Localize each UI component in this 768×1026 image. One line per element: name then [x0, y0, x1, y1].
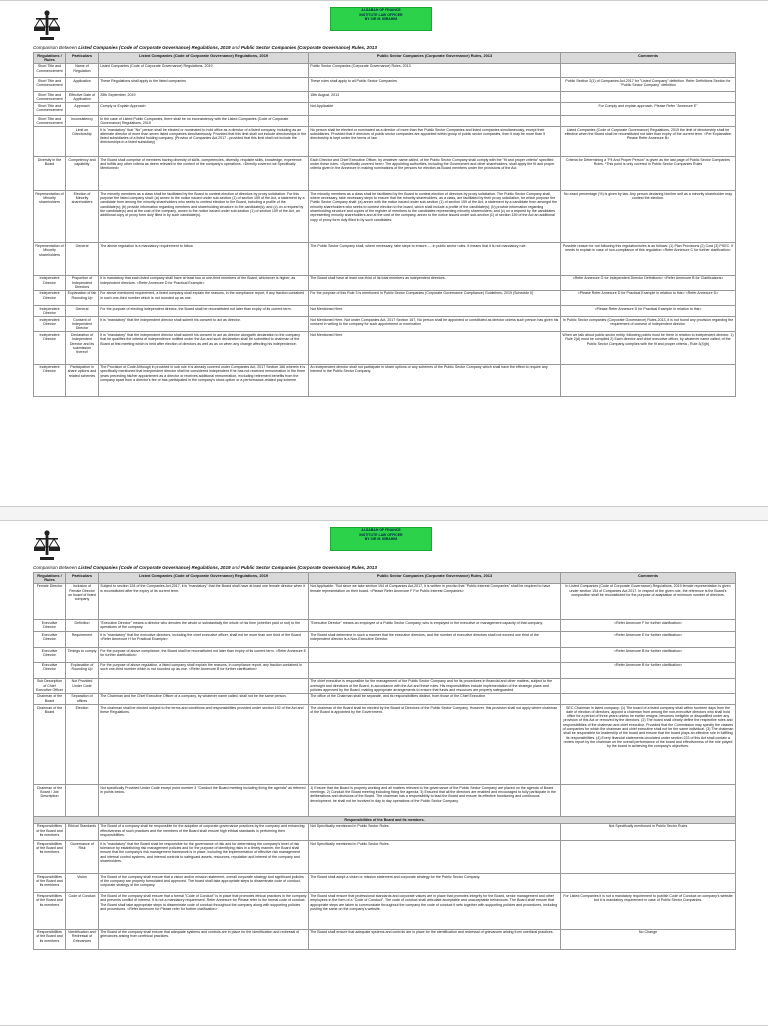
- badge-line: Al-SABAH OF FINANCE: [361, 528, 401, 532]
- cell-comments: [561, 63, 736, 77]
- comparison-public: Public Sector Companies (Corporate Governance) Rules, 2013: [240, 565, 377, 570]
- cell-listed: The Board of the company shall ensure that adequate systems and controls are in place for the identification and redressal of grievances arising from unethical practices.: [99, 929, 309, 949]
- comparison-table-page-2: [33, 572, 736, 950]
- scales-logo-icon: [33, 529, 61, 563]
- cell-particulars: Name of Regulation: [66, 63, 99, 77]
- cell-public: Not Specifically mentioned in Public Sector Rules: [309, 823, 561, 840]
- cell-regulation: Short Title and Commencement: [34, 63, 66, 77]
- cell-comments: In Public Sector companies (Corporate Governance) Rules,2013, it is not found any provision regarding the requirement of consent of independent director.: [561, 317, 736, 332]
- cell-public: "Executive Director" means an employee of a Public Sector Company, who is employed in the executive or management capacity of that company.: [309, 619, 561, 631]
- comparison-public: Public Sector Companies (Corporate Governance) Rules, 2013: [240, 45, 377, 50]
- cell-comments: No Change: [561, 929, 736, 949]
- comparison-prefix: Comparison Between: [33, 565, 79, 570]
- table-row: [34, 874, 736, 893]
- cell-public: An independent director shall not participate in share options or any schemes of the Public Sector Company which shall have the effect to require any interest in the Public Sector Company.: [309, 364, 561, 396]
- col-header-particulars: Particulars: [66, 573, 99, 584]
- cell-comments: Listed Companies (Code of Corporate Governance) Regulations, 2019 the limit of directorship shall be effective when the Board shall be reconstituted not later than expiry of the current term. <Per Explanation Please Refer Annexure B>: [561, 126, 736, 156]
- table-row: [34, 157, 736, 191]
- cell-comments: For Listed Companies it is not a mandatory requirement to publish Code of Conduct on company's website but it is mandatory requirement in case of Public Sector Companies.: [561, 893, 736, 929]
- table-row: [34, 63, 736, 77]
- cell-regulation: Independent Director: [34, 275, 66, 290]
- cell-particulars: Proportion of Independent Directors: [66, 275, 99, 290]
- cell-particulars: Explanation of fair Rounding Up: [66, 290, 99, 305]
- badge-line: INSTITUTE LAW OFFICER: [359, 532, 403, 537]
- cell-regulation: Responsibilities of the Board and its members: [34, 841, 66, 874]
- cell-listed: The Board of a company shall be responsible for the adoption of corporate governance practices by the company and enhancing effectiveness of such practices and the members of the Board shall ensure high ethical standards in performing their responsibilities.: [99, 823, 309, 840]
- cell-listed: It is "mandatory" that the executive directors, including the chief executive officer, shall not be more than one third of the Board <Refer Annexure H for Practical Example>: [99, 632, 309, 648]
- cell-comments: No exact percentage (%) is given by law. Any person declaring him/her self as a minority shareholder may contest the election.: [561, 191, 736, 243]
- cell-regulation: Independent Director: [34, 290, 66, 305]
- cell-public: 1) Ensure that the Board is properly working and all matters relevant to the governance of the Public Sector Company are placed on the agenda of Board meetings. 2) Conduct the Board meeting including fixing the agenda. 3) Ensured that all the directors are enabled and encouraged to fully participate in the deliberations and decisions of the Board. The chairman has a responsibility to lead the Board and ensure its effective functioning and continuous development, he shall not be involved in day to day operations of the Public Sector Company.: [309, 785, 561, 817]
- cell-listed: For the purpose of above compliance, the Board shall be reconstituted not later than expiry of its current term. <Refer Annexure E for further clarification>: [99, 648, 309, 662]
- col-header-comments: Comments: [561, 573, 736, 584]
- cell-public: The Board shall have at least one-third of its total members as independent directors.: [309, 275, 561, 290]
- cell-regulation: Executive Director: [34, 662, 66, 678]
- col-header-listed: Listed Companies (Code of Corporate Governance) Regulations, 2019: [99, 573, 309, 584]
- col-header-public: Public Sector Companies (Corporate Governance) Rules, 2013: [309, 53, 561, 64]
- cell-comments: SEC Chairman in listed company: (1) The board of a listed company shall within fourteen days from the date of election of directors, appoint a chairman from among the non-executive directors who shall hold office for a period of three years unless he earlier resigns, becomes ineligible or disqualified under any provision of this Act or removed by the directors. (2) The board shall clearly define the respective roles and responsibilities of the chairman and chief executive. Provided that the Commission may specify the classes of companies for which the chairman and chief executive shall not be the same individual. (3) The chairman shall be responsible for leadership of the board and ensure that the board plays an effective role in fulfilling its responsibilities. (4) Every financial statements circulated under section 223 of this Act shall contain a review report by the chairman on the overall performance of the board and effectiveness of the role played by the board in achieving the company's objectives.: [561, 704, 736, 784]
- table-row: [34, 823, 736, 840]
- cell-comments: [561, 841, 736, 874]
- cell-comments: [561, 874, 736, 893]
- cell-public: [309, 116, 561, 127]
- cell-particulars: Election: [66, 704, 99, 784]
- table-row: [34, 785, 736, 817]
- table-header-row: [34, 573, 736, 584]
- cell-regulation: Representation of Minority shareholders: [34, 243, 66, 275]
- cell-public: The Board shall ensure that adequate systems and controls are in place for the identification and redressal of grievances arising from unethical practices.: [309, 929, 561, 949]
- cell-listed: Subject to section 154 of the Companies Act,2017, it is "mandatory" that the Board shall have at least one female director when it is reconstituted after the expiry of its current term.: [99, 583, 309, 619]
- cell-listed: It is "mandatory" that the Board shall be responsible for the governance of risk and for determining the company's level of risk tolerance by establishing risk management policies and for the purpose of identifying risks in a timely manner, the Board shall ensure that the company's risk management framework is in place, including the implementation of effective risk management and internal control systems, and internal controls to safeguard assets, resources, reputation and interest of the company and shareholders.: [99, 841, 309, 874]
- cell-comments: [561, 678, 736, 693]
- badge-line: Al-SABAH OF FINANCE: [361, 8, 401, 12]
- cell-regulation: Chairman of the Board: [34, 704, 66, 784]
- cell-regulation: Independent Director: [34, 364, 66, 396]
- cell-comments: <Refer Annexure G for Independent Director Definitions> <Refer Annexure B for Clarifications>: [561, 275, 736, 290]
- table-row: [34, 648, 736, 662]
- cell-public: Not Applicable. "But since we take section 154 of Companies Act,2017, it is written in proviso that "Public Interest Companies" shall be required to have female representation on their board. <Please Refer Annexure F For Public Interest Companies>: [309, 583, 561, 619]
- institute-badge: [330, 527, 432, 551]
- col-header-public: Public Sector Companies (Corporate Governance) Rules, 2013: [309, 573, 561, 584]
- cell-listed: The chairman shall be elected subject to the terms and conditions and responsibilities provided under section 192 of the Act and these Regulations.: [99, 704, 309, 784]
- cell-particulars: [66, 785, 99, 817]
- cell-public: The Public Sector Company shall, where necessary, take steps to ensure..... in public sector rules. It means that it is not mandatory rule.: [309, 243, 561, 275]
- badge-line: BY SIR M. IBRAHIM: [364, 17, 398, 21]
- cell-regulation: Chairman of the Board / Job Description: [34, 785, 66, 817]
- cell-particulars: Limit on Directorship: [66, 126, 99, 156]
- table-row: [34, 632, 736, 648]
- cell-particulars: Consent of Independent Director: [66, 317, 99, 332]
- cell-public: [309, 648, 561, 662]
- cell-regulation: Executive Director: [34, 632, 66, 648]
- cell-particulars: Definition: [66, 619, 99, 631]
- table-row: [34, 116, 736, 127]
- document-page-1: [0, 0, 768, 507]
- document-page-2: [0, 520, 768, 1026]
- cell-regulation: Female Director: [34, 583, 66, 619]
- col-header-regulations: Regulations / Rules: [34, 573, 66, 584]
- cell-regulation: Executive Director: [34, 619, 66, 631]
- cell-public: Not Mentioned Here: [309, 306, 561, 317]
- cell-comments: [561, 785, 736, 817]
- comparison-listed: Listed Companies (Code of Corporate Governance) Regulations, 2019: [78, 565, 231, 570]
- cell-public: The Board shall determine in such a manner that the executive directors, and the number of executive directors shall not exceed one third of the independent director is a Non-Executive Director.: [309, 632, 561, 648]
- badge-line: BY SIR M. IBRAHIM: [364, 537, 398, 541]
- cell-particulars: General: [66, 306, 99, 317]
- table-row: [34, 92, 736, 103]
- cell-listed: For above mentioned requirement, a listed company shall explain the reasons, in the compliance report, if any fraction contained in such one-third number which is not rounded up as one.: [99, 290, 309, 305]
- cell-particulars: Governance of Risk: [66, 841, 99, 874]
- table-header-row: [34, 53, 736, 64]
- comparison-listed: Listed Companies (Code of Corporate Governance) Regulations, 2019: [78, 45, 231, 50]
- cell-regulation: Representation of Minority shareholders: [34, 191, 66, 243]
- cell-particulars: Separation of offices: [66, 693, 99, 704]
- cell-particulars: Vision: [66, 874, 99, 893]
- table-row: [34, 364, 736, 396]
- cell-listed: Not specifically Provided Under Code except point number 3 "Conduct the Board meeting including fixing the agenda" as referred in points below.: [99, 785, 309, 817]
- cell-particulars: Application: [66, 77, 99, 91]
- table-row: [34, 317, 736, 332]
- cell-listed: 25th September, 2019: [99, 92, 309, 103]
- table-row: [34, 243, 736, 275]
- cell-particulars: Explanation of Rounding Up: [66, 662, 99, 678]
- cell-public: [309, 662, 561, 678]
- table-row: [34, 275, 736, 290]
- cell-comments: <Refer Annexure E for further clarification>: [561, 632, 736, 648]
- table-row: [34, 306, 736, 317]
- cell-public: Not Mentioned Here: [309, 332, 561, 364]
- col-header-particulars: Particulars: [66, 53, 99, 64]
- cell-particulars: Declaration of Independent Director and its submission thereof: [66, 332, 99, 364]
- cell-regulation: Sub Description of Chief Executive Officer: [34, 678, 66, 693]
- cell-particulars: Election of Minority shareholders: [66, 191, 99, 243]
- cell-listed: For the purpose of above regulation, a listed company shall explain the reasons, in compliance report, any fraction contained in such one-third number which is not rounded up as one. <Refer Annexure B for further clarification>: [99, 662, 309, 678]
- cell-comments: In Listed Companies (Code of Corporate Governance) Regulations, 2019 female representation is given under section 154 of Companies Act,2017. In respect of the given rule, the reference is the Board's composition shall be reconstituted for the purpose of adaptation of minimum number of directors.: [561, 583, 736, 619]
- cell-particulars: Participation in share options and related schemes: [66, 364, 99, 396]
- cell-comments: [561, 693, 736, 704]
- table-row: [34, 678, 736, 693]
- badge-line: INSTITUTE LAW OFFICER: [359, 12, 403, 17]
- table-row: [34, 693, 736, 704]
- cell-comments: Not Specifically mentioned in Public Sector Rules: [561, 823, 736, 840]
- cell-public: No person shall be elected or nominated as a director of more than five Public Sector Companies and listed companies simultaneously, except their subsidiaries. Provided that if directors of public sector companies are appointed within group of public sector companies, then it may be more than 5 directorship is kept under the terms of law.: [309, 126, 561, 156]
- cell-listed: Comply or Explain Approach: [99, 102, 309, 115]
- cell-regulation: Chairman of the Board: [34, 693, 66, 704]
- comparison-prefix: Comparison Between: [33, 45, 79, 50]
- cell-listed: It is mandatory that each listed company shall have at least two or one-third members of the Board, whichever is higher, as independent directors. <Refer Annexure D for Practical Example>: [99, 275, 309, 290]
- table-row: [34, 332, 736, 364]
- cell-listed: In the case of Listed Public Companies, there shall be no inconsistency with the Listed Companies (Code of Corporate Governance) Regulations, 2019: [99, 116, 309, 127]
- cell-particulars: Inconsistency: [66, 116, 99, 127]
- cell-particulars: Timings to comply: [66, 648, 99, 662]
- cell-regulation: Responsibilities of the Board and its members: [34, 893, 66, 929]
- table-row: [34, 583, 736, 619]
- comparison-title: [33, 45, 377, 50]
- cell-public: Not Applicable: [309, 102, 561, 115]
- cell-particulars: Competency and capability: [66, 157, 99, 191]
- cell-listed: Listed Companies (Code of Corporate Governance) Regulations, 2019: [99, 63, 309, 77]
- cell-public: For the purpose of this Rule 3 is mentioned in Public Sector Companies (Corporate Governance Compliance) Guidelines, 2019 (Schedule II): [309, 290, 561, 305]
- cell-public: Public Sector Companies (Corporate Governance) Rules, 2013: [309, 63, 561, 77]
- cell-particulars: Not Provided Under Code: [66, 678, 99, 693]
- cell-listed: The Chairman and the Chief Executive Officer of a company, by whatever name called, shall not be the same person.: [99, 693, 309, 704]
- table-row: [34, 662, 736, 678]
- cell-public: These rules shall apply to all Public Sector Companies: [309, 77, 561, 91]
- cell-listed: The Board shall comprise of members having diversity of skills, competencies, diversity, requisite skills, knowledge, experience and fulfills any other criteria as deem relevant in the context of the company's operations. <Directly covered not Specifically Mentioned>: [99, 157, 309, 191]
- table-row: [34, 77, 736, 91]
- cell-regulation: Short Title and Commencement: [34, 77, 66, 91]
- cell-regulation: Independent Director: [34, 332, 66, 364]
- cell-comments: Possible reason for not following this regulation/rules is as follows: (1) Plan Provisions (2) Cost (3) PSEC. If needs to explain in case of non-compliance of this regulation <Refer Annexure C for further clarification>: [561, 243, 736, 275]
- cell-regulation: Responsibilities of the Board and its members: [34, 874, 66, 893]
- cell-public: The Board shall ensure that professional standards and corporate values are in place that promotes integrity for the Board, senior management and other employees in the form of a "Code of Conduct". The code of conduct shall articulate acceptable and unacceptable behaviours. The Board shall ensure that appropriate steps are taken to communicate throughout the company the code of conduct it sets together with supporting policies and procedures, including posting the same on the company's website.: [309, 893, 561, 929]
- cell-regulation: Executive Director: [34, 648, 66, 662]
- comparison-table-page-1: [33, 52, 736, 397]
- scales-logo-icon: [33, 9, 61, 43]
- cell-regulation: Short Title and Commencement: [34, 116, 66, 127]
- comparison-title: [33, 565, 377, 570]
- cell-particulars: Code of Conduct: [66, 893, 99, 929]
- table-row: [34, 290, 736, 305]
- cell-regulation: Responsibilities of the Board and its members: [34, 929, 66, 949]
- table-row: [34, 191, 736, 243]
- cell-comments: <Refer Annexure B for further clarification>: [561, 662, 736, 678]
- cell-regulation: Diversity in the Board: [34, 157, 66, 191]
- cell-public: 15th August, 2013: [309, 92, 561, 103]
- cell-listed: It is "mandatory" that the independent director shall submit his consent to act as director alongwith declaration to the company that he qualifies the criteria of independence notified under the Act and such declaration shall be submitted to chairman of the Board at first meeting which is held after election of directors as well as as on when any change affecting his independence.: [99, 332, 309, 364]
- cell-listed: The above regulation is a mandatory requirement to follow: [99, 243, 309, 275]
- cell-comments: [561, 116, 736, 127]
- cell-comments: [561, 92, 736, 103]
- cell-regulation: [34, 126, 66, 156]
- cell-public: Each Director and Chief Executive Officer, by whatever name called, of the Public Sector Company shall comply with the "fit and proper criteria" specified under these rules. <Specifically covered here> The appointing authorities, including the Government and other shareholders, shall apply the fit and proper criteria given in the Annexure in making nominations of the persons for election as Board members under the provisions of the Act.: [309, 157, 561, 191]
- cell-listed: For the purpose of electing independent director, the Board shall be reconstituted not later than expiry of its current term.: [99, 306, 309, 317]
- cell-public: The Board shall adopt a vision or mission statement and corporate strategy for the Public Sector Company.: [309, 874, 561, 893]
- cell-comments: For Comply and explain approach, Please Refer "Annexure E": [561, 102, 736, 115]
- cell-listed: [99, 678, 309, 693]
- cell-particulars: General: [66, 243, 99, 275]
- cell-public: The minority members as a class shall be facilitated by the Board to contest election of directors by proxy solicitation. The Public Sector Company shall, where necessary, take necessary steps to ensure that the minority shareholders, as a class, are facilitated by their proxy solicitation, for which purpose the Public Sector Company shall: (a) annex with the notice issued under sub-section (1) of section 159 of the Act, a statement by a candidate from amongst the minority shareholders who seeks to contest election to the board, which shall include a profile of the candidate(s); (b) provide information regarding shareholding structure and copies of the register of members to the candidates representing minority shareholders; and (c) on a request by the candidates representing minority shareholders and at the cost of the company, annex to the notice issued under sub-section (1) of section 159 of the Act an additional copy of proxy form duly filled in by such candidates.: [309, 191, 561, 243]
- table-row: [34, 126, 736, 156]
- cell-listed: "Executive Director" means a director who devotes the whole or substantially the whole of his time (whether paid or not) to the operations of the company.: [99, 619, 309, 631]
- cell-particulars: Identification and Redressal of Grievances: [66, 929, 99, 949]
- cell-listed: The minority members as a class shall be facilitated by the Board to contest election of directors by proxy solicitation. For this purpose the listed company shall: (a) annex to the notice issued under sub-section (1) of section 159 of the Act, a statement by a candidate from among the minority shareholders who seeks to contest election to the Board, including a profile of the candidate(s); (b) provide information regarding members and shareholding structure to the candidate(s); and (c) on a request by the candidate(s) and at the cost of the company, annex to the notice issued under sub-section (1) of section 159 of the Act, an additional copy of proxy form duly filled in by such candidate(s).: [99, 191, 309, 243]
- table-row: [34, 704, 736, 784]
- cell-comments: [561, 364, 736, 396]
- table-row: [34, 893, 736, 929]
- cell-regulation: Short Title and Commencement: [34, 102, 66, 115]
- cell-public: The chief executive is responsible for the management of the Public Sector Company and for its procedures in financial and other matters, subject to the oversight and directions of the Board, in accordance with the Act and these rules. His responsibilities include implementation of the strategic plans and policies approved by the Board, making appropriate arrangements to ensure that funds and resources are properly safeguarded.: [309, 678, 561, 693]
- cell-particulars: Inclusion of Female Director on board of listed company: [66, 583, 99, 619]
- cell-listed: These Regulations shall apply to the listed companies: [99, 77, 309, 91]
- cell-comments: When we talk about public sector entity, following points must be there in relation to independent director: 1) Rule 2(d) must be complied 2) Each director and chief executive officer, by whatever name called, of the Public Sector Company complies with the fit and proper criteria - Rule 3(4)(b): [561, 332, 736, 364]
- col-header-listed: Listed Companies (Code of Corporate Governance) Regulations, 2019: [99, 53, 309, 64]
- cell-public: The chairman of the Board shall be elected by the Board of Directors of the Public Sector Company. However, this provision shall not apply where chairman of the Board is appointed by the Government.: [309, 704, 561, 784]
- cell-listed: The Provision of Code Although in provided in sub rule it is already covered under Companies Act, 2017 Section 166 wherein it is specifically mentioned that independent director shall be considered independent if he has not received remuneration in the three years preceding his/her appointment as a director or receives additional remuneration, excluding retirement benefits from the company apart from a director's fee or has participated in the company's stock option or a performance-related pay scheme: [99, 364, 309, 396]
- cell-listed: It is "mandatory" that the independent director shall submit his consent to act as director.: [99, 317, 309, 332]
- cell-comments: <Please Refer Annexure D for Practical Example in relation to this>: [561, 306, 736, 317]
- cell-listed: It is "mandatory" that "No" person shall be elected or nominated to hold office as a director of a listed company, including as an alternate director of more than seven listed companies simultaneously. Provided that this limit shall not include directorships in the listed subsidiaries of a listed holding company. (Proviso of Companies Act,2017 - provided that this limit shall not include the directorships in a listed subsidiary): [99, 126, 309, 156]
- cell-regulation: Responsibilities of the Board and its members: [34, 823, 66, 840]
- table-row: [34, 619, 736, 631]
- cell-comments: Criteria for Determining a "Fit And Proper Person" is given as the last page of Public Sector Companies Rules. *This point is only covered in Public Sector Companies Rules: [561, 157, 736, 191]
- cell-comments: <Please Refer Annexure D for Practical Example in relation to this> <Refer Annexure D>: [561, 290, 736, 305]
- table-row: [34, 929, 736, 949]
- cell-comments: Public Section 2(1) of Companies Act,2017 for "Listed Company" definition. Refer Definitions Section for "Public Sector Company" definition: [561, 77, 736, 91]
- table-row: [34, 841, 736, 874]
- cell-particulars: Requirement: [66, 632, 99, 648]
- cell-listed: The Board of the company shall ensure that a formal "Code of Conduct" is in place that promotes ethical practices in the company and prevents conflict of interest. It is not a mandatory requirement. Refer Annexure for Please refer to the formal code of conduct. The Board shall take appropriate steps to disseminate code of conduct throughout the company along with supporting policies and procedures. <Refer Annexure for Please refer for further clarification>: [99, 893, 309, 929]
- comparison-and: and: [230, 45, 241, 50]
- table-row: [34, 102, 736, 115]
- cell-regulation: Independent Director: [34, 306, 66, 317]
- cell-comments: <Refer Annexure B for further clarification>: [561, 648, 736, 662]
- cell-regulation: Independent Director: [34, 317, 66, 332]
- cell-particulars: Approach: [66, 102, 99, 115]
- institute-badge: [330, 7, 432, 31]
- comparison-and: and: [230, 565, 241, 570]
- cell-listed: The Board of the company shall ensure that a vision and/or mission statement, overall corporate strategy and significant policies of the company are properly formulated and approved. The board shall take appropriate steps to disseminate code of conduct, corporate strategy of the company.: [99, 874, 309, 893]
- col-header-regulations: Regulations / Rules: [34, 53, 66, 64]
- cell-particulars: Effective Date of Application: [66, 92, 99, 103]
- cell-particulars: Ethical Standards: [66, 823, 99, 840]
- cell-public: The office of the Chairman shall be separate, and its responsibilities distinct, from those of the Chief Executive.: [309, 693, 561, 704]
- cell-public: Not Mentioned Here. Not under Companies Act, 2017 Section 167, No person shall be appointed or constituted as director unless such person has given his consent in writing to the company for such appointment or nomination: [309, 317, 561, 332]
- cell-comments: <Refer Annexure F for further clarification>: [561, 619, 736, 631]
- cell-public: Not Specifically mentioned in Public Sector Rules: [309, 841, 561, 874]
- section-title: Responsibilities of the Board and its members.: [34, 817, 736, 823]
- col-header-comments: Comments: [561, 53, 736, 64]
- cell-regulation: Short Title and Commencement: [34, 92, 66, 103]
